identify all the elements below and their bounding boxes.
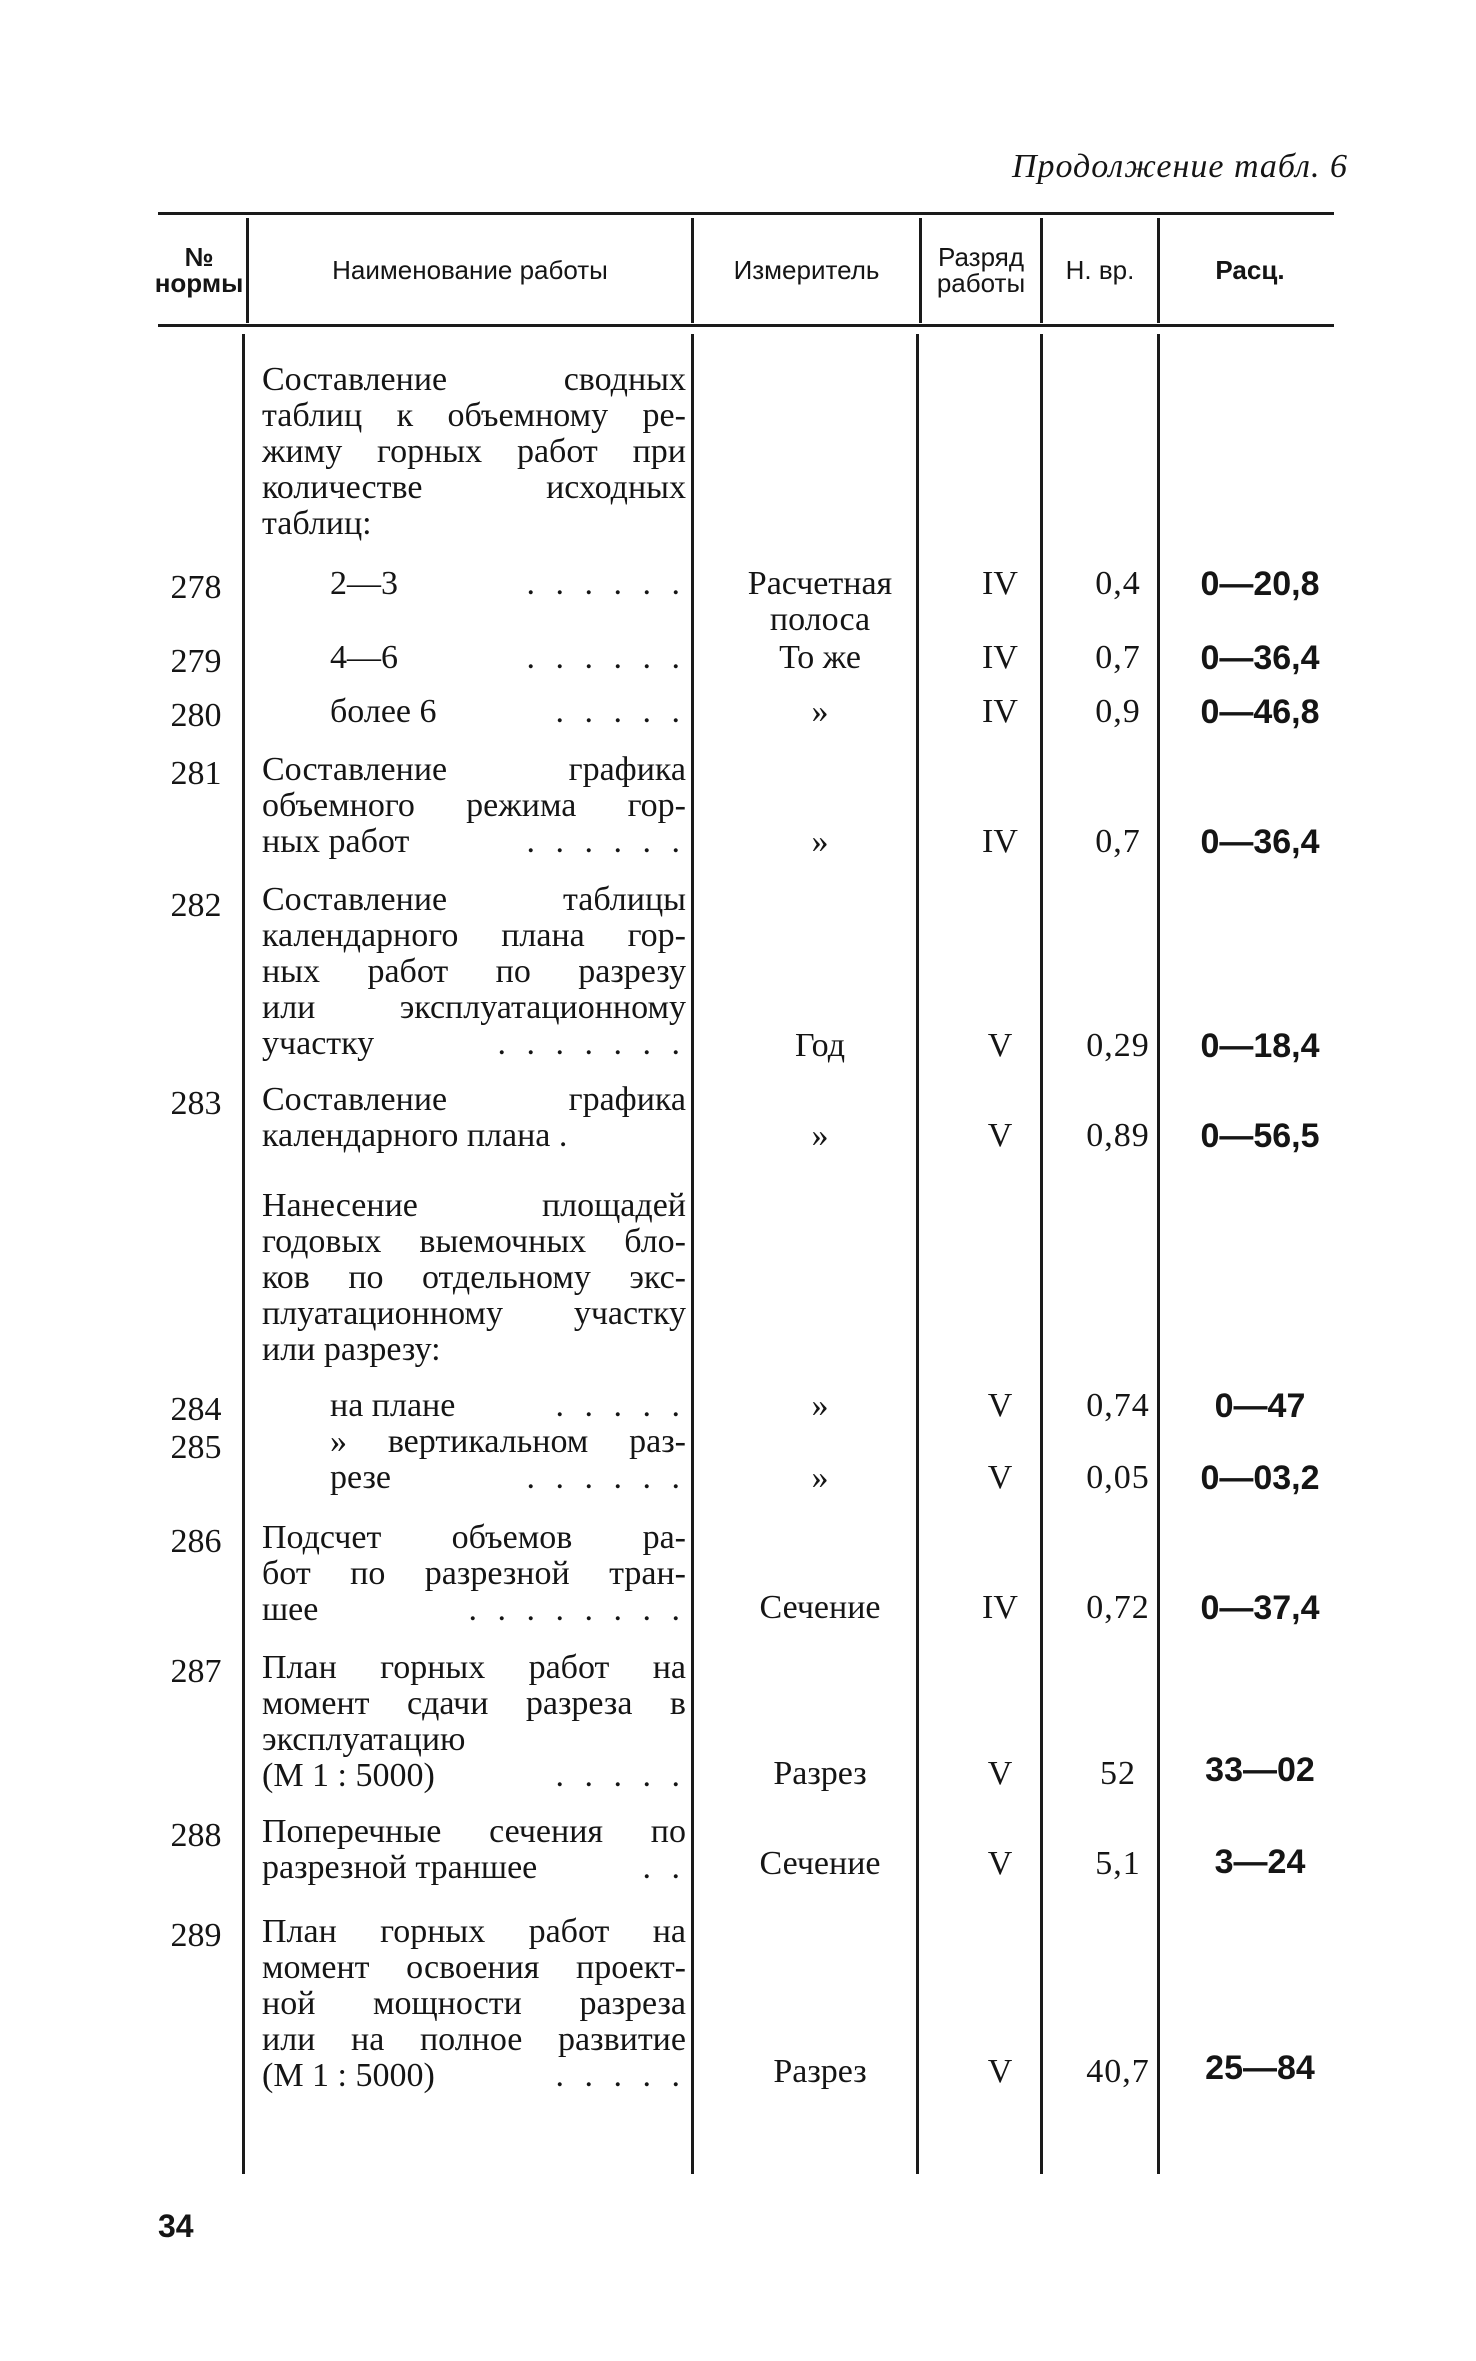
desc-line: 2—3 . . . . . . [330, 565, 686, 602]
header-name: Наименование работы [332, 255, 608, 285]
measure-line: Расчетная [747, 565, 893, 602]
row-283-rate: 0—56,5 [1200, 1117, 1320, 1155]
row-281-measure [705, 824, 935, 860]
row-278-description [330, 566, 686, 602]
row-282-grade: V [987, 1027, 1013, 1064]
row-278-grade: IV [982, 565, 1018, 602]
desc-line: годовых выемочных бло- [262, 1223, 686, 1260]
header-divider-1 [246, 218, 249, 323]
desc-line: момент освоения проект- [262, 1949, 686, 1986]
row-287-grade: V [987, 1755, 1013, 1792]
desc-line: Подсчет объемов ра- [262, 1519, 686, 1556]
row-280-description [330, 694, 686, 730]
row-287-number: 287 [170, 1653, 222, 1690]
row-286-grade: IV [982, 1589, 1018, 1626]
row-289-measure [705, 2054, 935, 2090]
measure-line: » [811, 1459, 829, 1496]
desc-line: Составление графика [262, 1081, 686, 1118]
desc-line: плуатационному участку [262, 1295, 686, 1332]
desc-line: разрезной траншее . . [262, 1849, 686, 1886]
desc-line: жиму горных работ при [262, 433, 686, 470]
measure-line: Год [795, 1027, 845, 1064]
section-heading-block-areas [262, 1188, 686, 1368]
row-282-number: 282 [170, 887, 222, 924]
desc-line: календарного плана . [262, 1117, 568, 1154]
row-280-measure [705, 694, 935, 730]
measure-line: Сечение [759, 1589, 881, 1626]
header-rate: Расц. [1215, 255, 1285, 285]
row-284-grade: V [987, 1387, 1013, 1424]
row-288-norm: 5,1 [1095, 1845, 1141, 1882]
measure-line: полоса [769, 601, 871, 638]
desc-line: Поперечные сечения по [262, 1813, 686, 1850]
row-284-description [330, 1388, 686, 1424]
row-278-norm: 0,4 [1095, 565, 1141, 602]
header-number [152, 218, 246, 322]
row-285-number: 285 [170, 1429, 222, 1466]
row-282-description [262, 882, 686, 1062]
header-grade [922, 218, 1040, 322]
desc-line: Составление таблицы [262, 881, 686, 918]
desc-line: более 6 . . . . . [330, 693, 686, 730]
header-grade-line2: работы [936, 268, 1026, 298]
row-283-description [262, 1082, 686, 1154]
desc-line: ной мощности разреза [262, 1985, 686, 2022]
desc-line: эксплуатацию [262, 1721, 466, 1758]
row-284-number: 284 [170, 1391, 222, 1428]
body-divider-4 [1040, 334, 1043, 2174]
row-288-description [262, 1814, 686, 1886]
row-283-measure [705, 1118, 935, 1154]
desc-line: Составление графика [262, 751, 686, 788]
measure-line: » [811, 1117, 829, 1154]
desc-line: План горных работ на [262, 1913, 686, 1950]
desc-line: (М 1 : 5000) . . . . . [262, 1757, 686, 1794]
measure-line: Разрез [773, 2053, 867, 2090]
header-number-line1: № [184, 242, 214, 272]
row-280-rate: 0—46,8 [1200, 693, 1320, 731]
row-279-number: 279 [170, 643, 222, 680]
desc-line: (М 1 : 5000) . . . . . [262, 2057, 686, 2094]
row-279-grade: IV [982, 639, 1018, 676]
row-283-norm: 0,89 [1086, 1117, 1150, 1154]
row-288-measure [705, 1846, 935, 1882]
row-288-rate: 3—24 [1214, 1843, 1306, 1881]
desc-line: План горных работ на [262, 1649, 686, 1686]
desc-line: ных работ . . . . . . [262, 823, 686, 860]
row-279-description [330, 640, 686, 676]
row-282-norm: 0,29 [1086, 1027, 1150, 1064]
row-281-norm: 0,7 [1095, 823, 1141, 860]
row-288-number: 288 [170, 1817, 222, 1854]
desc-line: Нанесение площадей [262, 1187, 686, 1224]
row-289-norm: 40,7 [1086, 2053, 1150, 2090]
row-281-number: 281 [170, 755, 222, 792]
row-280-grade: IV [982, 693, 1018, 730]
desc-line: резе . . . . . . [330, 1459, 686, 1496]
row-280-norm: 0,9 [1095, 693, 1141, 730]
row-282-measure [705, 1028, 935, 1064]
row-283-number: 283 [170, 1085, 222, 1122]
row-289-number: 289 [170, 1917, 222, 1954]
measure-line: » [811, 1387, 829, 1424]
desc-line: таблиц: [262, 505, 372, 542]
row-280-number: 280 [170, 697, 222, 734]
measure-line: » [811, 823, 829, 860]
row-285-measure [705, 1460, 935, 1496]
desc-line: момент сдачи разреза в [262, 1685, 686, 1722]
header-number-line2: нормы [154, 268, 244, 298]
header-grade-line1: Разряд [938, 242, 1024, 272]
desc-line: или эксплуатационному [262, 989, 686, 1026]
desc-line: или разрезу: [262, 1331, 441, 1368]
row-287-measure [705, 1756, 935, 1792]
measure-line: То же [779, 639, 861, 676]
row-279-rate: 0—36,4 [1200, 639, 1320, 677]
row-289-rate: 25—84 [1205, 2049, 1315, 2087]
desc-line: или на полное развитие [262, 2021, 686, 2058]
desc-line: ков по отдельному экс- [262, 1259, 686, 1296]
desc-line: Составление сводных [262, 361, 686, 398]
row-282-rate: 0—18,4 [1200, 1027, 1320, 1065]
desc-line: бот по разрезной тран- [262, 1555, 686, 1592]
row-289-grade: V [987, 2053, 1013, 2090]
desc-line: объемного режима гор- [262, 787, 686, 824]
row-278-number: 278 [170, 569, 222, 606]
row-285-description [330, 1424, 686, 1496]
row-284-measure [705, 1388, 935, 1424]
header-measure: Измеритель [733, 255, 880, 285]
desc-line: календарного плана гор- [262, 917, 686, 954]
row-279-norm: 0,7 [1095, 639, 1141, 676]
table-caption: Продолжение табл. 6 [1011, 148, 1348, 185]
row-287-description [262, 1650, 686, 1794]
row-286-number: 286 [170, 1523, 222, 1560]
row-278-measure [705, 566, 935, 638]
row-285-grade: V [987, 1459, 1013, 1496]
row-286-rate: 0—37,4 [1200, 1589, 1320, 1627]
row-279-measure [705, 640, 935, 676]
row-285-norm: 0,05 [1086, 1459, 1150, 1496]
row-281-description [262, 752, 686, 860]
measure-line: Сечение [759, 1845, 881, 1882]
desc-line: на плане . . . . . [330, 1387, 686, 1424]
header-norm: Н. вр. [1065, 255, 1135, 285]
row-283-grade: V [987, 1117, 1013, 1154]
row-289-description [262, 1914, 686, 2094]
desc-line: ных работ по разрезу [262, 953, 686, 990]
desc-line: участку . . . . . . . [262, 1025, 686, 1062]
row-285-rate: 0—03,2 [1200, 1459, 1320, 1497]
body-divider-1 [242, 334, 245, 2174]
body-divider-5 [1157, 334, 1160, 2174]
row-287-norm: 52 [1100, 1755, 1136, 1792]
table-header-rule [158, 324, 1334, 327]
row-284-norm: 0,74 [1086, 1387, 1150, 1424]
row-286-description [262, 1520, 686, 1628]
row-278-rate: 0—20,8 [1200, 565, 1320, 603]
page-number: 34 [158, 2208, 194, 2244]
row-284-rate: 0—47 [1214, 1387, 1306, 1425]
body-divider-2 [691, 334, 694, 2174]
row-287-rate: 33—02 [1205, 1751, 1315, 1789]
row-286-measure [705, 1590, 935, 1626]
measure-line: » [811, 693, 829, 730]
desc-line: » вертикальном раз- [330, 1423, 686, 1460]
desc-line: количестве исходных [262, 469, 686, 506]
desc-line: шее . . . . . . . . [262, 1591, 686, 1628]
desc-line: таблиц к объемному ре- [262, 397, 686, 434]
row-286-norm: 0,72 [1086, 1589, 1150, 1626]
row-281-rate: 0—36,4 [1200, 823, 1320, 861]
measure-line: Разрез [773, 1755, 867, 1792]
row-281-grade: IV [982, 823, 1018, 860]
desc-line: 4—6 . . . . . . [330, 639, 686, 676]
row-288-grade: V [987, 1845, 1013, 1882]
section-heading-summary-tables [262, 362, 686, 542]
table-top-rule [158, 212, 1334, 215]
